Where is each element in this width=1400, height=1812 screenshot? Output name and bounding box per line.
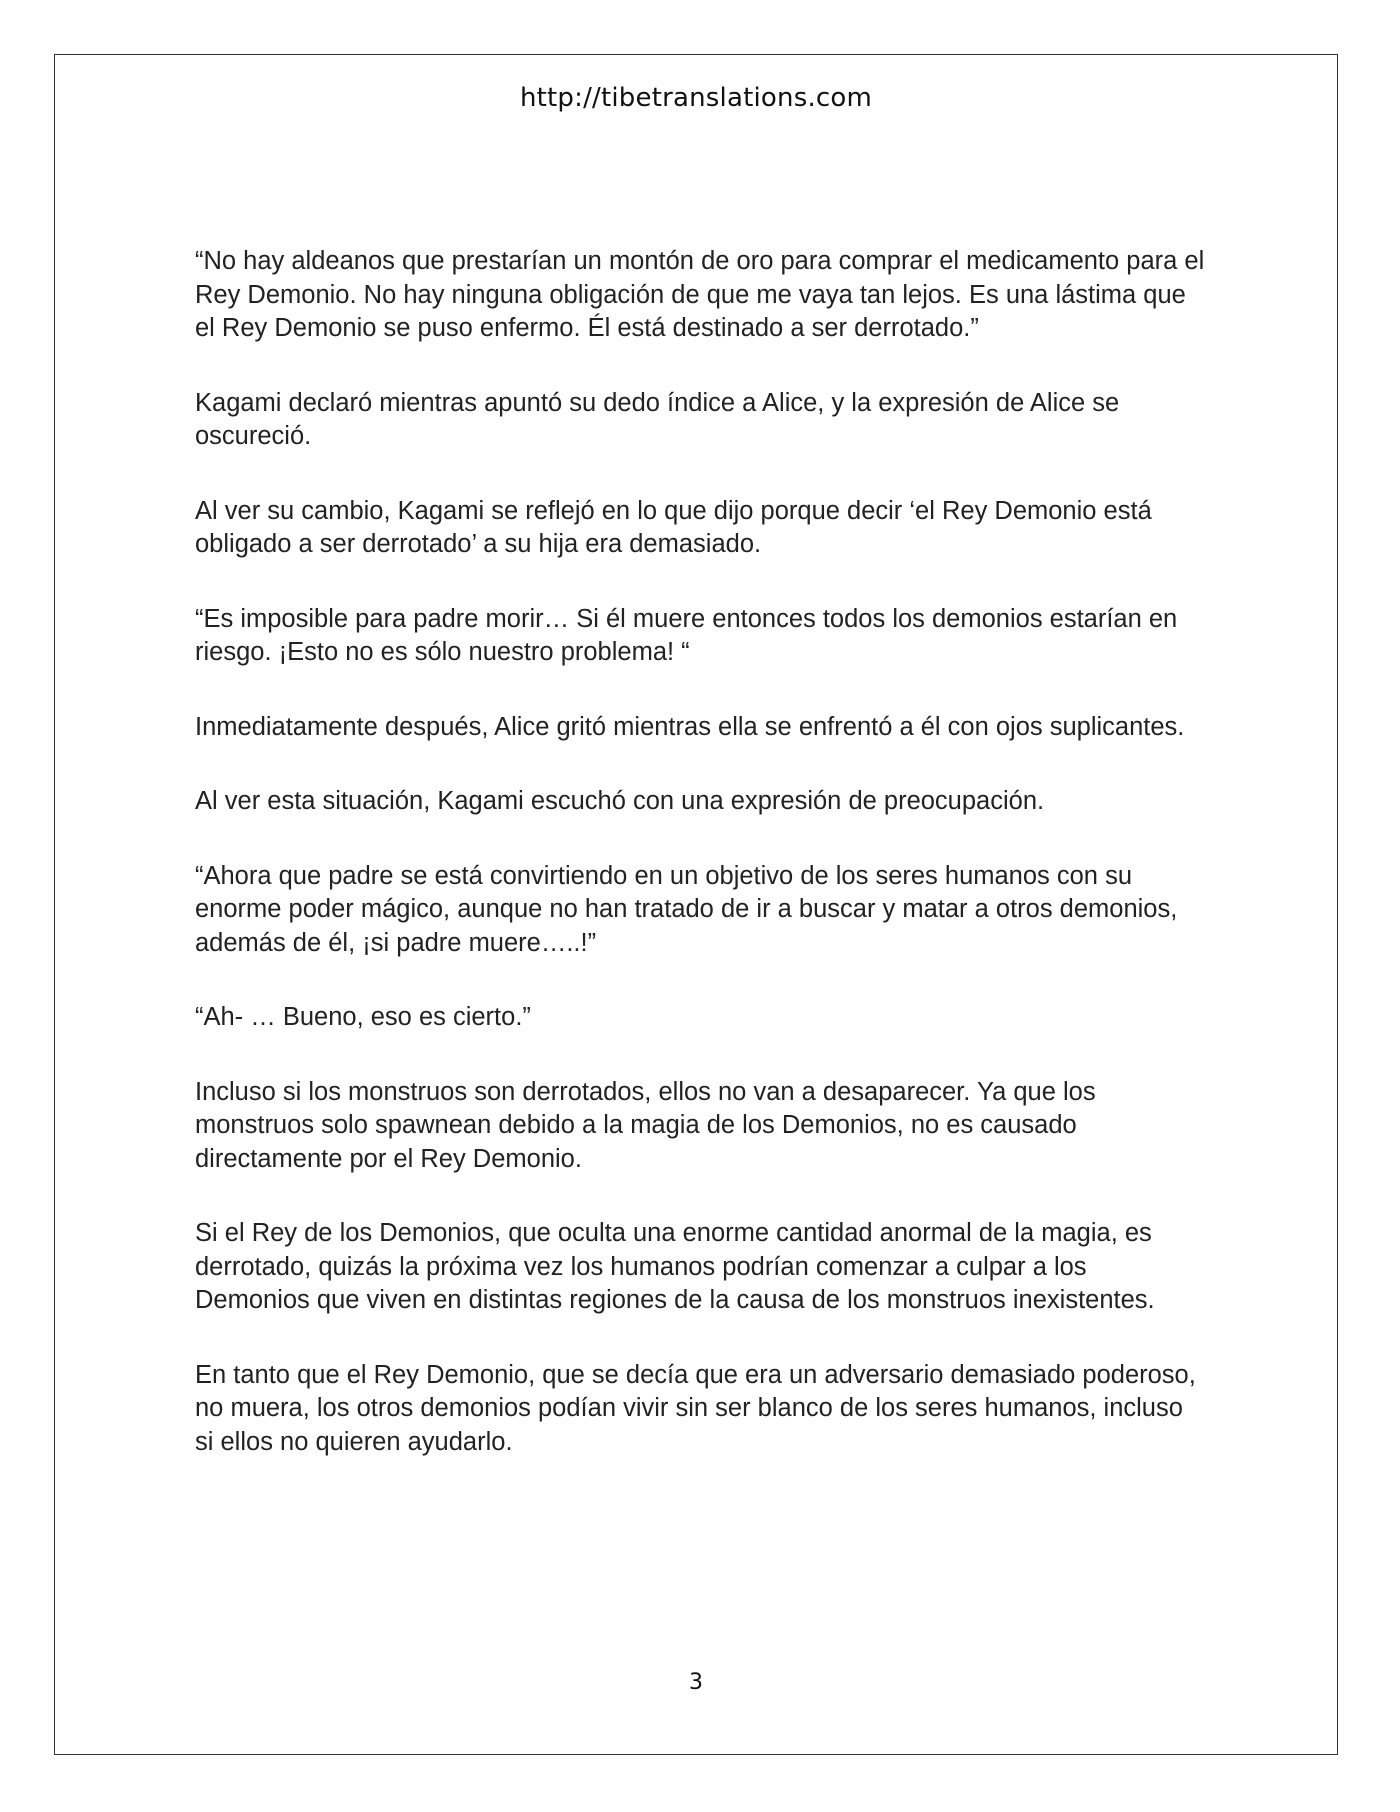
paragraph: Inmediatamente después, Alice gritó mientras ella se enfrentó a él con ojos suplicantes. xyxy=(195,712,1185,741)
paragraph: “Es imposible para padre morir… Si él muere entonces todos los demonios estarían en riesgo. ¡Esto no es sólo nuestro problema! “ xyxy=(195,604,1178,666)
paragraph: Al ver su cambio, Kagami se reflejó en lo que dijo porque decir ‘el Rey Demonio está obligado a ser derrotado’ a su hija era demasiado. xyxy=(195,496,1152,558)
body-text xyxy=(195,245,1205,1500)
page-frame xyxy=(54,54,1338,1755)
paragraph: “Ah- … Bueno, eso es cierto.” xyxy=(195,1003,531,1031)
paragraph: Si el Rey de los Demonios, que oculta una enorme cantidad anormal de la magia, es derrotado, quizás la próxima vez los humanos podrían comenzar a culpar a los Demonios que viven en distintas regiones de la causa de los monstruos inexistentes. xyxy=(195,1219,1155,1314)
paragraph: Incluso si los monstruos son derrotados, ellos no van a desaparecer. Ya que los monstruos solo spawnean debido a la magia de los Demonios, no es causado directamente por el Rey Demonio. xyxy=(195,1077,1096,1173)
paragraph: Kagami declaró mientras apuntó su dedo índice a Alice, y la expresión de Alice se oscureció. xyxy=(195,388,1120,450)
paragraph: En tanto que el Rey Demonio, que se decía que era un adversario demasiado poderoso, no muera, los otros demonios podían vivir sin ser blanco de los seres humanos, incluso si ellos no quieren ayudarlo. xyxy=(195,1360,1196,1456)
paragraph: “Ahora que padre se está convirtiendo en un objetivo de los seres humanos con su enorme poder mágico, aunque no han tratado de ir a buscar y matar a otros demonios, además de él, ¡si padre muere…..!” xyxy=(195,861,1178,957)
paragraph: “No hay aldeanos que prestarían un montón de oro para comprar el medicamento para el Rey Demonio. No hay ninguna obligación de que me vaya tan lejos. Es una lástima que el Rey Demonio se puso enfermo. Él está destinado a ser derrotado.” xyxy=(195,247,1205,342)
page-number: 3 xyxy=(689,1670,703,1695)
header-url: http://tibetranslations.com xyxy=(519,83,873,113)
paragraph: Al ver esta situación, Kagami escuchó con una expresión de preocupación. xyxy=(195,787,1045,815)
